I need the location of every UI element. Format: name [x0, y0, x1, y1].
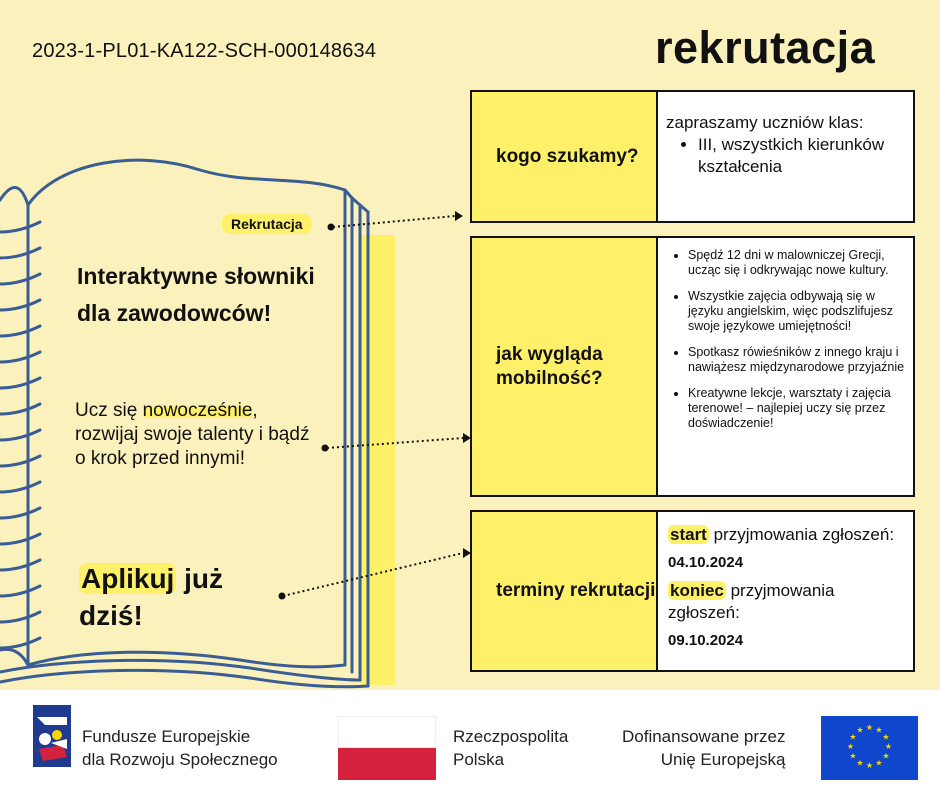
dates-box	[470, 510, 915, 672]
svg-text:★: ★	[875, 725, 883, 735]
start-line	[668, 524, 905, 546]
svg-text:★: ★	[882, 751, 890, 761]
svg-text:★: ★	[846, 742, 855, 751]
eu-logo-text	[622, 725, 785, 771]
body-highlight: nowocześnie	[142, 400, 253, 421]
end-date: 09.10.2024	[668, 632, 744, 649]
eu-flag-icon	[821, 716, 918, 780]
body-text-end: , rozwijaj swoje talenty i bądź o krok przed innymi!	[75, 400, 310, 469]
list-item: • Kreatywne lekcje, warsztaty i zajęcia terenowe! – najlepiej uczy się przez doświadczenie!	[688, 386, 909, 431]
svg-text:★: ★	[865, 723, 874, 732]
svg-text:★: ★	[865, 761, 874, 770]
svg-text:★: ★	[875, 758, 883, 768]
rp-logo-text	[453, 725, 568, 771]
who-box	[470, 90, 915, 223]
recruitment-tag: Rekrutacja	[222, 214, 312, 234]
fe-line1: Fundusze Europejskie	[82, 727, 251, 746]
fe-logo-text	[82, 725, 278, 771]
mobility-label: jak wygląda mobilność?	[472, 238, 658, 495]
who-label: kogo szukamy?	[472, 92, 658, 221]
mobility-box	[470, 236, 915, 497]
start-date: 04.10.2024	[668, 554, 744, 571]
start-rest: przyjmowania zgłoszeń:	[708, 525, 895, 544]
svg-text:★: ★	[882, 732, 890, 742]
start-word: start	[670, 525, 707, 544]
body-text-start: Ucz się	[75, 400, 143, 421]
eu-line2: Unię Europejską	[660, 750, 786, 769]
list-item: • Spotkasz rówieśników z innego kraju i nawiążesz międzynarodowe przyjaźnie	[688, 345, 909, 375]
polish-flag-icon	[338, 716, 436, 780]
project-code: 2023-1-PL01-KA122-SCH-000148634	[32, 40, 377, 62]
end-rest: przyjmowania zgłoszeń:	[668, 581, 835, 622]
list-item: • Wszystkie zajęcia odbywają się w języku angielskim, więc podszlifujesz swoje językowe umiejętności!	[688, 289, 909, 334]
who-content	[658, 92, 913, 221]
rp-line2: Polska	[453, 750, 505, 769]
apply-callout	[79, 560, 279, 634]
mobility-content	[658, 238, 913, 495]
svg-text:★: ★	[856, 725, 864, 735]
page-title: rekrutacja	[655, 22, 876, 73]
svg-text:★: ★	[849, 751, 857, 761]
dates-content	[658, 512, 913, 670]
list-item: • III, wszystkich kierunków kształcenia	[698, 134, 905, 178]
end-line	[668, 580, 905, 624]
fe-logo-icon	[33, 705, 71, 767]
mobility-list	[658, 248, 909, 431]
list-item: • Spędź 12 dni w malowniczej Grecji, ucząc się i odkrywając nowe kultury.	[688, 248, 909, 278]
fe-line2: dla Rozwoju Społecznego	[82, 750, 278, 769]
rp-line1: Rzeczpospolita	[453, 727, 569, 746]
dates-label: terminy rekrutacji	[472, 512, 658, 670]
book-heading: Interaktywne słowniki dla zawodowców!	[77, 263, 315, 326]
svg-text:★: ★	[856, 758, 864, 768]
apply-highlight: Aplikuj	[81, 563, 175, 594]
who-list	[666, 134, 905, 178]
book-body	[75, 399, 315, 471]
svg-text:★: ★	[849, 732, 857, 742]
end-word: koniec	[670, 581, 724, 600]
eu-line1: Dofinansowane przez	[622, 727, 786, 746]
apply-rest: już dziś!	[79, 563, 224, 631]
who-intro: zapraszamy uczniów klas:	[666, 113, 864, 132]
svg-text:★: ★	[884, 742, 893, 751]
